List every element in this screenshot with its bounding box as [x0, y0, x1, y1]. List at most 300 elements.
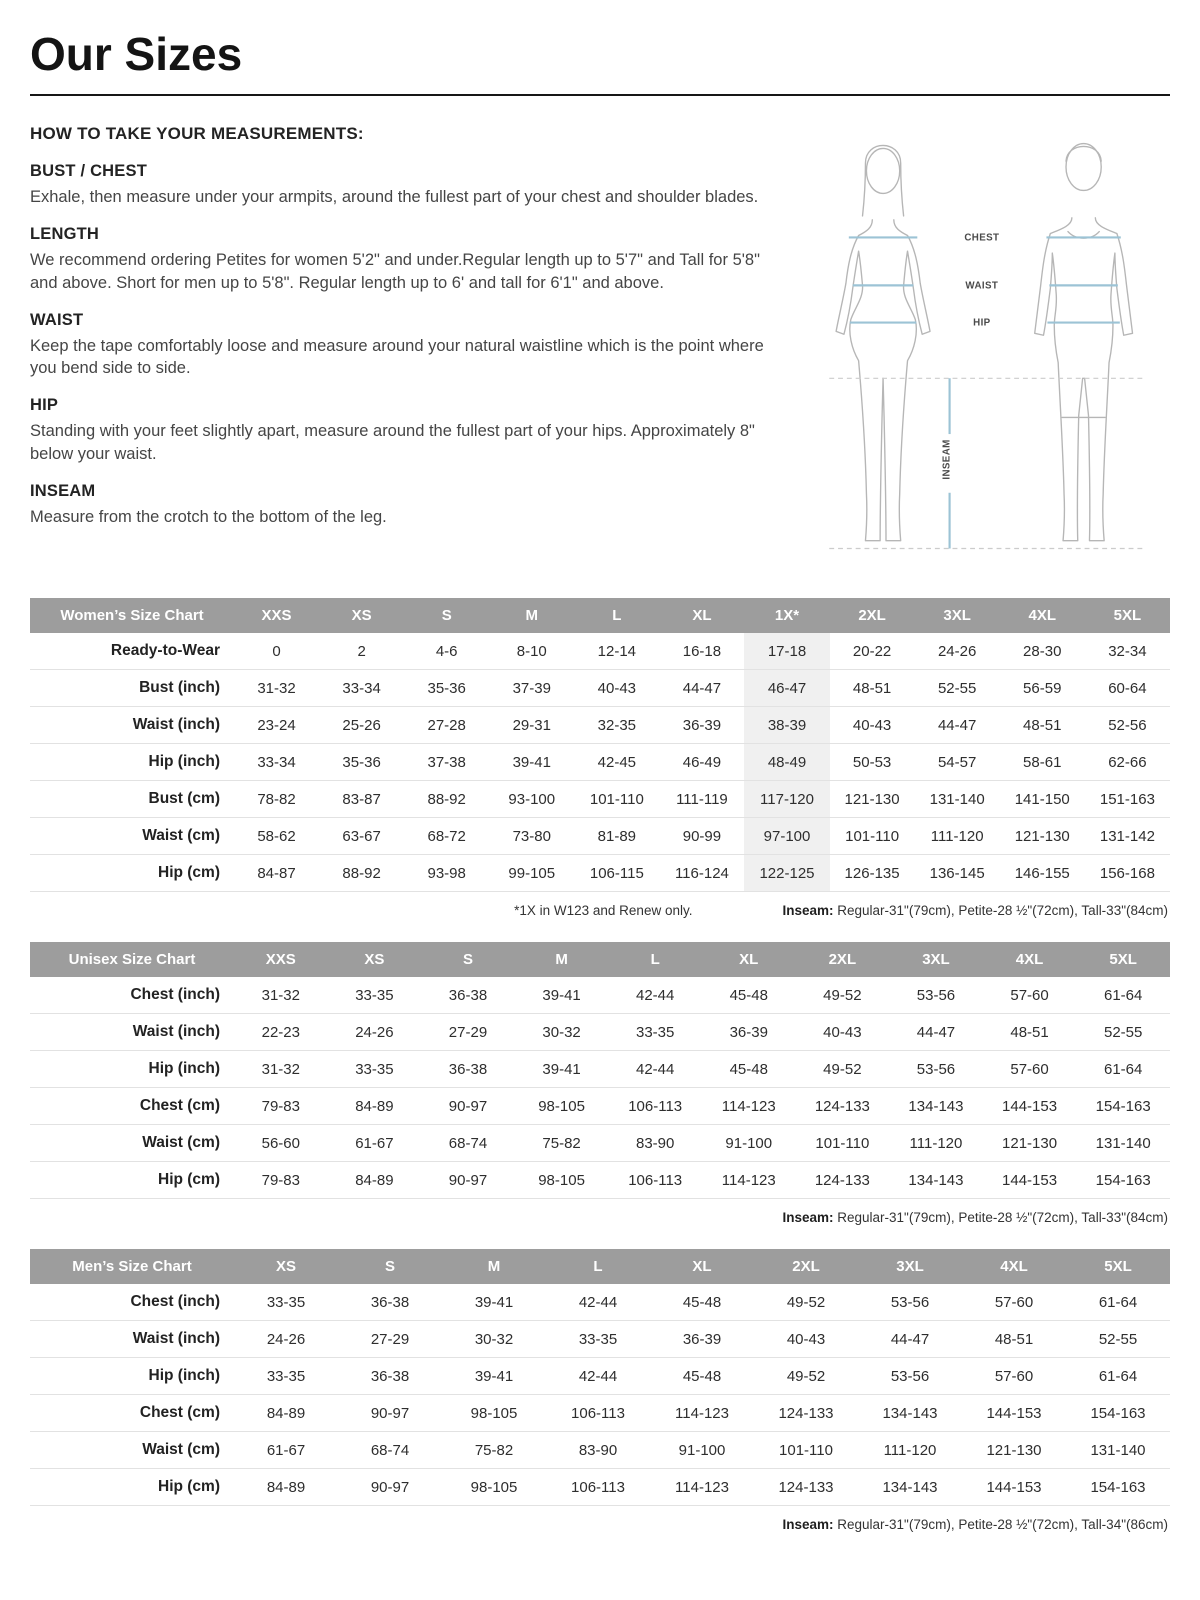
size-cell: 111-120	[883, 1441, 937, 1459]
section-heading: HIP	[30, 396, 59, 415]
column-header: 5XL	[1085, 598, 1170, 633]
size-cell: 30-32	[474, 1330, 514, 1348]
size-cell: 22-23	[261, 1023, 300, 1041]
size-cell: 90-97	[370, 1478, 410, 1496]
size-cell: 0	[272, 642, 281, 660]
size-cell: 44-47	[682, 679, 722, 697]
size-cell: 131-140	[929, 790, 985, 808]
size-cell: 117-120	[744, 781, 829, 818]
size-cell: 40-43	[786, 1330, 826, 1348]
size-cell: 31-32	[257, 679, 296, 697]
size-cell: 54-57	[937, 753, 977, 771]
woman-body-outline	[836, 220, 930, 541]
size-table	[30, 598, 1170, 892]
size-cell: 61-64	[1098, 1293, 1138, 1311]
size-cell: 154-163	[1095, 1171, 1151, 1189]
size-cell: 90-97	[448, 1171, 488, 1189]
size-cell: 88-92	[427, 790, 466, 808]
hip-label: HIP	[973, 317, 991, 329]
size-cell: 39-41	[474, 1293, 514, 1311]
row-label: Hip (cm)	[158, 864, 220, 882]
inseam-footnote-label: Inseam:	[782, 903, 834, 919]
inseam-footnote-label: Inseam:	[782, 1517, 834, 1533]
size-cell: 144-153	[1002, 1171, 1058, 1189]
size-cell: 53-56	[890, 1293, 930, 1311]
size-cell: 16-18	[682, 642, 722, 660]
size-cell: 91-100	[725, 1134, 773, 1152]
section-hip	[30, 396, 770, 466]
size-cell: 81-89	[597, 827, 637, 845]
size-cell: 44-47	[916, 1023, 956, 1041]
size-cell: 20-22	[852, 642, 892, 660]
row-label: Waist (inch)	[132, 1330, 220, 1348]
size-cell: 156-168	[1099, 864, 1155, 882]
size-cell: 79-83	[261, 1097, 300, 1115]
column-header: 4XL	[962, 1249, 1066, 1284]
row-label: Hip (cm)	[158, 1478, 220, 1496]
size-cell: 45-48	[729, 1060, 768, 1078]
size-cell: 73-80	[512, 827, 551, 845]
size-cell: 35-36	[342, 753, 381, 771]
column-header: M	[442, 1249, 546, 1284]
size-cell: 101-110	[589, 790, 644, 808]
row-label: Hip (inch)	[148, 1060, 220, 1078]
size-cell: 37-39	[512, 679, 551, 697]
one-x-footnote: *1X in W123 and Renew only.	[514, 903, 693, 919]
size-cell: 53-56	[916, 1060, 956, 1078]
section-inseam	[30, 482, 770, 529]
size-cell: 48-51	[994, 1330, 1034, 1348]
size-cell: 61-64	[1103, 1060, 1143, 1078]
section-body: We recommend ordering Petites for women 5'2" and under.Regular length up to 5'7" and Tall for 5'8" and above. Short for men up to 5'8". Regular length up to 6' and tall for 6'1" and above.	[30, 251, 760, 292]
size-cell: 144-153	[986, 1404, 1042, 1422]
measurement-instructions	[30, 122, 770, 544]
column-header: S	[338, 1249, 442, 1284]
column-header: 5XL	[1066, 1249, 1170, 1284]
size-cell: 114-123	[675, 1478, 729, 1496]
column-header: S	[421, 942, 515, 977]
size-cell: 27-28	[427, 716, 466, 734]
table-row	[30, 1432, 1170, 1469]
size-cell: 36-38	[370, 1293, 410, 1311]
size-cell: 68-72	[427, 827, 466, 845]
size-cell: 83-90	[635, 1134, 675, 1152]
size-cell: 36-38	[370, 1367, 410, 1385]
size-cell: 2	[357, 642, 366, 660]
size-cell: 33-35	[266, 1293, 306, 1311]
size-cell: 136-145	[929, 864, 985, 882]
column-header: L	[546, 1249, 650, 1284]
size-cell: 114-123	[675, 1404, 729, 1422]
table-row	[30, 1469, 1170, 1506]
size-cell: 39-41	[474, 1367, 514, 1385]
table-row	[30, 670, 1170, 707]
size-cell: 24-26	[937, 642, 977, 660]
size-cell: 33-34	[342, 679, 381, 697]
section-body: Measure from the crotch to the bottom of the leg.	[30, 507, 387, 526]
inseam-footnote-text: Regular-31"(79cm), Petite-28 ½"(72cm), Tall-33"(84cm)	[833, 903, 1168, 919]
size-cell: 36-38	[448, 986, 488, 1004]
size-cell: 154-163	[1090, 1404, 1146, 1422]
column-header: L	[574, 598, 659, 633]
how-to-heading: HOW TO TAKE YOUR MEASUREMENTS:	[30, 124, 364, 144]
size-cell: 35-36	[427, 679, 466, 697]
column-header: 4XL	[1000, 598, 1085, 633]
size-cell: 42-44	[578, 1367, 618, 1385]
size-cell: 84-87	[257, 864, 296, 882]
column-header: 5XL	[1076, 942, 1170, 977]
size-cell: 124-133	[778, 1404, 834, 1422]
size-cell: 154-163	[1095, 1097, 1151, 1115]
table-row	[30, 1284, 1170, 1321]
size-cell: 57-60	[994, 1367, 1034, 1385]
table-title: Unisex Size Chart	[30, 942, 234, 977]
size-cell: 30-32	[542, 1023, 581, 1041]
row-label: Chest (inch)	[130, 1293, 220, 1311]
table-row	[30, 855, 1170, 892]
size-cell: 101-110	[779, 1441, 833, 1459]
size-cell: 75-82	[474, 1441, 514, 1459]
header-row	[30, 598, 1170, 633]
size-cell: 42-44	[635, 986, 675, 1004]
table-row	[30, 1088, 1170, 1125]
size-cell: 146-155	[1014, 864, 1070, 882]
column-header: XS	[328, 942, 422, 977]
size-cell: 4-6	[435, 642, 458, 660]
column-header: 3XL	[915, 598, 1000, 633]
size-cell: 116-124	[674, 864, 729, 882]
size-cell: 101-110	[845, 827, 900, 845]
size-cell: 37-38	[427, 753, 466, 771]
row-label: Hip (inch)	[148, 1367, 220, 1385]
row-label: Waist (cm)	[142, 1441, 220, 1459]
column-header: XL	[702, 942, 796, 977]
size-cell: 49-52	[823, 986, 862, 1004]
size-cell: 49-52	[786, 1293, 826, 1311]
column-header: XXS	[234, 942, 328, 977]
inseam-footnote	[782, 1210, 1168, 1225]
row-label: Waist (inch)	[132, 1023, 220, 1041]
size-cell: 36-38	[448, 1060, 488, 1078]
size-cell: 90-99	[682, 827, 722, 845]
size-cell: 58-61	[1023, 753, 1062, 771]
mens-size-chart	[30, 1249, 1170, 1506]
row-label: Ready-to-Wear	[110, 642, 220, 660]
inseam-guide-lines	[829, 379, 1144, 549]
size-cell: 131-140	[1090, 1441, 1146, 1459]
mens-chart-footnotes	[32, 1517, 1168, 1532]
size-cell: 48-51	[1023, 716, 1062, 734]
size-cell: 68-74	[448, 1134, 488, 1152]
size-cell: 84-89	[355, 1171, 394, 1189]
size-cell: 45-48	[729, 986, 768, 1004]
size-cell: 52-55	[937, 679, 977, 697]
table-row	[30, 1014, 1170, 1051]
size-cell: 61-67	[355, 1134, 394, 1152]
size-cell: 79-83	[261, 1171, 300, 1189]
waist-label: WAIST	[965, 280, 999, 292]
table-row	[30, 1395, 1170, 1432]
section-body: Keep the tape comfortably loose and measure around your natural waistline which is the point where you bend side to side.	[30, 336, 764, 378]
size-cell: 31-32	[261, 986, 300, 1004]
size-cell: 39-41	[542, 1060, 581, 1078]
column-header: XL	[650, 1249, 754, 1284]
size-cell: 36-39	[682, 1330, 722, 1348]
section-heading: INSEAM	[30, 481, 96, 500]
size-cell: 36-39	[682, 716, 722, 734]
size-cell: 27-29	[370, 1330, 410, 1348]
woman-head-outline	[866, 149, 899, 194]
size-cell: 126-135	[844, 864, 900, 882]
chest-label: CHEST	[964, 232, 1000, 244]
size-cell: 33-34	[257, 753, 296, 771]
size-cell: 88-92	[342, 864, 381, 882]
size-cell: 49-52	[823, 1060, 862, 1078]
size-cell: 111-119	[676, 790, 728, 808]
size-cell: 151-163	[1099, 790, 1155, 808]
size-cell: 144-153	[986, 1478, 1042, 1496]
size-cell: 38-39	[744, 707, 829, 744]
size-cell: 62-66	[1108, 753, 1147, 771]
table-title: Women’s Size Chart	[30, 598, 234, 633]
size-cell: 32-35	[597, 716, 637, 734]
size-cell: 42-45	[597, 753, 637, 771]
header-row	[30, 942, 1170, 977]
size-cell: 106-113	[571, 1478, 625, 1496]
column-header: M	[515, 942, 609, 977]
size-cell: 48-51	[1010, 1023, 1049, 1041]
column-header: 2XL	[754, 1249, 858, 1284]
size-cell: 124-133	[814, 1171, 870, 1189]
size-cell: 61-64	[1098, 1367, 1138, 1385]
size-cell: 154-163	[1090, 1478, 1146, 1496]
size-cell: 106-113	[571, 1404, 625, 1422]
header-row	[30, 1249, 1170, 1284]
man-body-outline	[1035, 218, 1133, 541]
table-row	[30, 781, 1170, 818]
size-cell: 44-47	[937, 716, 977, 734]
size-cell: 122-125	[744, 855, 829, 892]
row-label: Chest (cm)	[139, 1404, 220, 1422]
inseam-footnote-text: Regular-31"(79cm), Petite-28 ½"(72cm), Tall-34"(86cm)	[833, 1517, 1168, 1533]
column-header: XS	[319, 598, 404, 633]
size-cell: 49-52	[786, 1367, 826, 1385]
table-row	[30, 1125, 1170, 1162]
size-cell: 111-120	[930, 827, 984, 845]
man-hair-outline	[1066, 147, 1101, 162]
section-body: Standing with your feet slightly apart, measure around the fullest part of your hips. Approximately 8" below your waist.	[30, 422, 755, 463]
section-heading: LENGTH	[30, 225, 100, 244]
size-cell: 46-47	[744, 670, 829, 707]
size-cell: 83-90	[578, 1441, 618, 1459]
unisex-chart-footnotes	[32, 1210, 1168, 1225]
inseam-footnote	[782, 903, 1168, 918]
size-cell: 84-89	[355, 1097, 394, 1115]
size-cell: 33-35	[355, 986, 394, 1004]
size-cell: 39-41	[512, 753, 551, 771]
column-header: XL	[659, 598, 744, 633]
size-cell: 131-142	[1099, 827, 1155, 845]
size-cell: 25-26	[342, 716, 381, 734]
column-header: S	[404, 598, 489, 633]
section-heading: WAIST	[30, 310, 84, 329]
column-header: 1X*	[744, 598, 829, 633]
size-cell: 90-97	[370, 1404, 410, 1422]
table-row	[30, 1162, 1170, 1199]
section-heading: BUST / CHEST	[30, 162, 147, 181]
table-row	[30, 818, 1170, 855]
column-header: 3XL	[858, 1249, 962, 1284]
size-cell: 121-130	[1014, 827, 1070, 845]
size-cell: 83-87	[342, 790, 381, 808]
size-cell: 75-82	[542, 1134, 581, 1152]
womens-chart-footnotes	[32, 903, 1168, 918]
size-cell: 106-113	[628, 1171, 683, 1189]
column-header: L	[608, 942, 702, 977]
size-cell: 134-143	[908, 1171, 964, 1189]
size-cell: 144-153	[1002, 1097, 1058, 1115]
size-cell: 84-89	[266, 1404, 306, 1422]
intro-section	[30, 122, 1170, 572]
size-cell: 56-59	[1023, 679, 1062, 697]
size-cell: 106-113	[628, 1097, 683, 1115]
size-cell: 42-44	[578, 1293, 618, 1311]
size-cell: 40-43	[852, 716, 892, 734]
size-cell: 106-115	[589, 864, 644, 882]
row-label: Bust (cm)	[148, 790, 220, 808]
size-cell: 98-105	[470, 1478, 518, 1496]
size-cell: 93-100	[508, 790, 556, 808]
table-row	[30, 1358, 1170, 1395]
size-cell: 68-74	[370, 1441, 410, 1459]
size-cell: 114-123	[721, 1171, 776, 1189]
inseam-footnote-text: Regular-31"(79cm), Petite-28 ½"(72cm), Tall-33"(84cm)	[833, 1210, 1168, 1226]
size-cell: 24-26	[266, 1330, 306, 1348]
size-cell: 44-47	[890, 1330, 930, 1348]
size-cell: 8-10	[516, 642, 547, 660]
measurement-diagram	[770, 122, 1170, 572]
size-cell: 53-56	[890, 1367, 930, 1385]
mens-size-chart-block	[30, 1249, 1170, 1532]
size-cell: 78-82	[257, 790, 296, 808]
size-cell: 61-67	[266, 1441, 306, 1459]
column-header: 2XL	[796, 942, 890, 977]
size-cell: 60-64	[1108, 679, 1147, 697]
row-label: Waist (cm)	[142, 827, 220, 845]
size-cell: 121-130	[844, 790, 900, 808]
column-header: 2XL	[830, 598, 915, 633]
size-cell: 111-120	[909, 1134, 963, 1152]
size-cell: 114-123	[721, 1097, 776, 1115]
table-row	[30, 707, 1170, 744]
size-cell: 33-35	[266, 1367, 306, 1385]
size-cell: 61-64	[1103, 986, 1143, 1004]
row-label: Waist (cm)	[142, 1134, 220, 1152]
row-label: Hip (cm)	[158, 1171, 220, 1189]
size-cell: 45-48	[682, 1367, 722, 1385]
section-body: Exhale, then measure under your armpits, around the fullest part of your chest and shoulder blades.	[30, 188, 759, 207]
size-cell: 42-44	[635, 1060, 675, 1078]
size-cell: 98-105	[538, 1097, 585, 1115]
section-waist	[30, 311, 770, 381]
size-cell: 40-43	[597, 679, 637, 697]
size-cell: 63-67	[342, 827, 381, 845]
size-cell: 98-105	[538, 1171, 585, 1189]
section-length	[30, 225, 770, 295]
column-header: 4XL	[983, 942, 1077, 977]
size-cell: 28-30	[1023, 642, 1062, 660]
size-cell: 121-130	[986, 1441, 1042, 1459]
size-cell: 141-150	[1014, 790, 1070, 808]
size-cell: 84-89	[266, 1478, 306, 1496]
row-label: Hip (inch)	[148, 753, 220, 771]
womens-size-chart-block	[30, 598, 1170, 918]
size-cell: 124-133	[814, 1097, 870, 1115]
table-row	[30, 1321, 1170, 1358]
inseam-label: INSEAM	[941, 439, 953, 480]
table-row	[30, 744, 1170, 781]
size-cell: 46-49	[682, 753, 722, 771]
size-cell: 24-26	[355, 1023, 394, 1041]
row-label: Bust (inch)	[139, 679, 220, 697]
table-row	[30, 633, 1170, 670]
size-cell: 23-24	[257, 716, 296, 734]
table-row	[30, 977, 1170, 1014]
inseam-footnote-label: Inseam:	[782, 1210, 834, 1226]
size-cell: 57-60	[1010, 986, 1049, 1004]
size-cell: 134-143	[908, 1097, 964, 1115]
size-cell: 31-32	[261, 1060, 300, 1078]
size-table	[30, 1249, 1170, 1506]
table-row	[30, 1051, 1170, 1088]
size-cell: 48-49	[744, 744, 829, 781]
size-cell: 90-97	[448, 1097, 488, 1115]
title-divider	[30, 94, 1170, 96]
size-cell: 39-41	[542, 986, 581, 1004]
size-cell: 97-100	[744, 818, 829, 855]
size-cell: 12-14	[597, 642, 637, 660]
column-header: M	[489, 598, 574, 633]
row-label: Chest (inch)	[130, 986, 220, 1004]
size-cell: 99-105	[508, 864, 556, 882]
section-bust-chest	[30, 162, 770, 209]
size-cell: 33-35	[355, 1060, 394, 1078]
size-cell: 50-53	[852, 753, 892, 771]
row-label: Chest (cm)	[139, 1097, 220, 1115]
size-cell: 131-140	[1095, 1134, 1151, 1152]
table-title: Men’s Size Chart	[30, 1249, 234, 1284]
column-header: 3XL	[889, 942, 983, 977]
size-cell: 33-35	[578, 1330, 618, 1348]
size-cell: 98-105	[470, 1404, 518, 1422]
inseam-footnote	[782, 1517, 1168, 1532]
size-cell: 52-55	[1103, 1023, 1143, 1041]
size-cell: 101-110	[815, 1134, 870, 1152]
size-charts	[30, 598, 1170, 1532]
size-cell: 29-31	[512, 716, 551, 734]
size-cell: 91-100	[678, 1441, 726, 1459]
size-cell: 27-29	[448, 1023, 488, 1041]
size-cell: 124-133	[778, 1478, 834, 1496]
unisex-size-chart-block	[30, 942, 1170, 1225]
size-cell: 52-55	[1098, 1330, 1138, 1348]
man-head-outline	[1066, 144, 1101, 191]
size-cell: 52-56	[1108, 716, 1147, 734]
unisex-size-chart	[30, 942, 1170, 1199]
row-label: Waist (inch)	[132, 716, 220, 734]
size-cell: 36-39	[729, 1023, 768, 1041]
size-cell: 45-48	[682, 1293, 722, 1311]
